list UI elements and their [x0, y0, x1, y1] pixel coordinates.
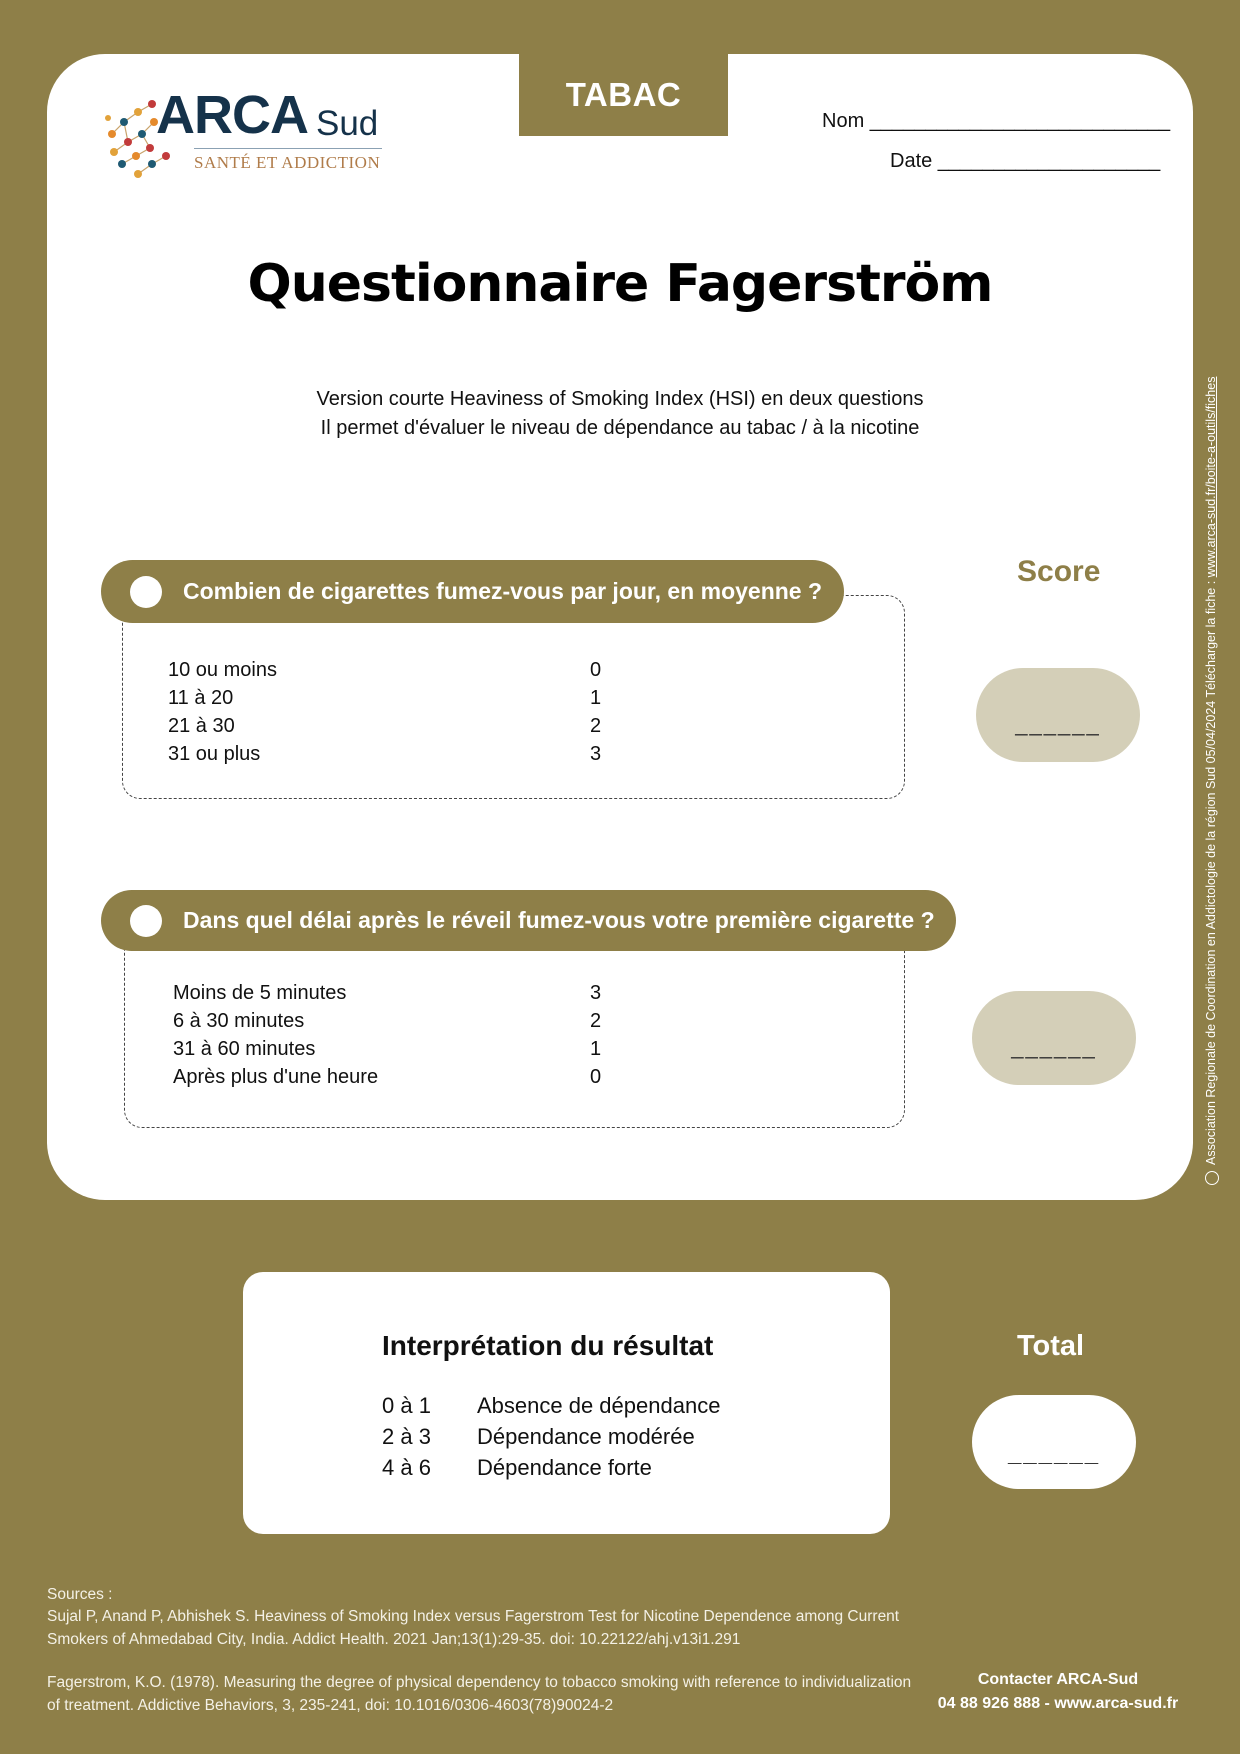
side-note	[1204, 315, 1219, 1185]
q2-option-points: 1	[590, 1038, 602, 1060]
question-1-options-box	[122, 595, 905, 799]
q1-option-points: 0	[590, 659, 602, 681]
category-tab: TABAC	[519, 54, 728, 136]
q2-option-label: Moins de 5 minutes	[173, 982, 347, 1004]
q1-option-points: 3	[590, 743, 602, 765]
page-title: Questionnaire Fagerström	[247, 254, 993, 314]
question-2-header	[101, 890, 956, 951]
q1-option-label: 10 ou moins	[168, 659, 277, 681]
q1-option-label: 21 à 30	[168, 715, 235, 737]
contact-block	[908, 1668, 1208, 1716]
side-note-text: Association Regionale de Coordination en Addictologie de la région Sud 05/04/2024 Télécharger la fiche :	[1204, 577, 1218, 1165]
interpretation-label: Absence de dépendance	[477, 1393, 721, 1418]
creative-commons-icon	[1205, 1171, 1219, 1185]
contact-details[interactable]: 04 88 926 888 - www.arca-sud.fr	[937, 1695, 1179, 1712]
q1-option-points: 2	[590, 715, 602, 737]
source-reference-2: Fagerstrom, K.O. (1978). Measuring the degree of physical dependency to tobacco smoking with reference to individualization of treatment. Addictive Behaviors, 3, 235-241, doi: 10.1016/0306-4603(78)90024-2	[47, 1674, 912, 1714]
score-heading: Score	[1017, 555, 1101, 588]
q2-option-points: 2	[590, 1010, 602, 1032]
side-note-link[interactable]: www.arca-sud.fr/boite-a-outils/fiches	[1204, 376, 1218, 578]
interpretation-range: 0 à 1	[382, 1393, 431, 1418]
date-field[interactable]: Date ____________________	[890, 150, 1161, 172]
total-heading: Total	[1017, 1330, 1085, 1362]
interpretation-range: 2 à 3	[382, 1424, 431, 1449]
logo-tagline: SANTÉ ET ADDICTION	[194, 153, 381, 172]
subtitle-line-1: Version courte Heaviness of Smoking Index (HSI) en deux questions	[316, 388, 924, 410]
q1-option-points: 1	[590, 687, 602, 709]
page-subtitle	[0, 385, 1240, 443]
contact-title: Contacter ARCA-Sud	[977, 1671, 1139, 1688]
q2-option-label: Après plus d'une heure	[173, 1066, 379, 1088]
logo-text: ARCA	[156, 85, 308, 145]
question-1-score-field[interactable]: ______	[976, 668, 1140, 762]
total-score-field[interactable]: ______	[972, 1395, 1136, 1489]
q2-option-label: 6 à 30 minutes	[173, 1010, 305, 1032]
logo-subtext: Sud	[316, 104, 379, 143]
question-1-text: Combien de cigarettes fumez-vous par jour, en moyenne ?	[183, 578, 823, 604]
interpretation-label: Dépendance modérée	[477, 1424, 695, 1449]
logo-divider	[194, 148, 382, 149]
question-1-checkbox[interactable]	[130, 576, 162, 608]
q2-option-points: 3	[590, 982, 602, 1004]
question-2-text: Dans quel délai après le réveil fumez-vous votre première cigarette ?	[183, 907, 935, 933]
source-reference-1: Sujal P, Anand P, Abhishek S. Heaviness of Smoking Index versus Fagerstrom Test for Nicotine Dependence among Current Smokers of Ahmedabad City, India. Addict Health. 2021 Jan;13(1):29-35. doi: 10.22122/ahj.v13i1.291	[47, 1608, 900, 1648]
subtitle-line-2: Il permet d'évaluer le niveau de dépendance au tabac / à la nicotine	[320, 417, 920, 439]
q1-option-label: 11 à 20	[168, 687, 234, 709]
sources-heading: Sources :	[47, 1586, 113, 1603]
interpretation-label: Dépendance forte	[477, 1455, 652, 1480]
question-2-checkbox[interactable]	[130, 905, 162, 937]
q1-option-label: 31 ou plus	[168, 743, 261, 765]
interpretation-range: 4 à 6	[382, 1455, 431, 1480]
question-2-score-field[interactable]: ______	[972, 991, 1136, 1085]
name-field[interactable]: Nom ___________________________	[822, 110, 1171, 132]
q2-option-points: 0	[590, 1066, 602, 1088]
q2-option-label: 31 à 60 minutes	[173, 1038, 316, 1060]
interpretation-title: Interprétation du résultat	[382, 1330, 714, 1361]
question-1-header	[101, 560, 844, 623]
